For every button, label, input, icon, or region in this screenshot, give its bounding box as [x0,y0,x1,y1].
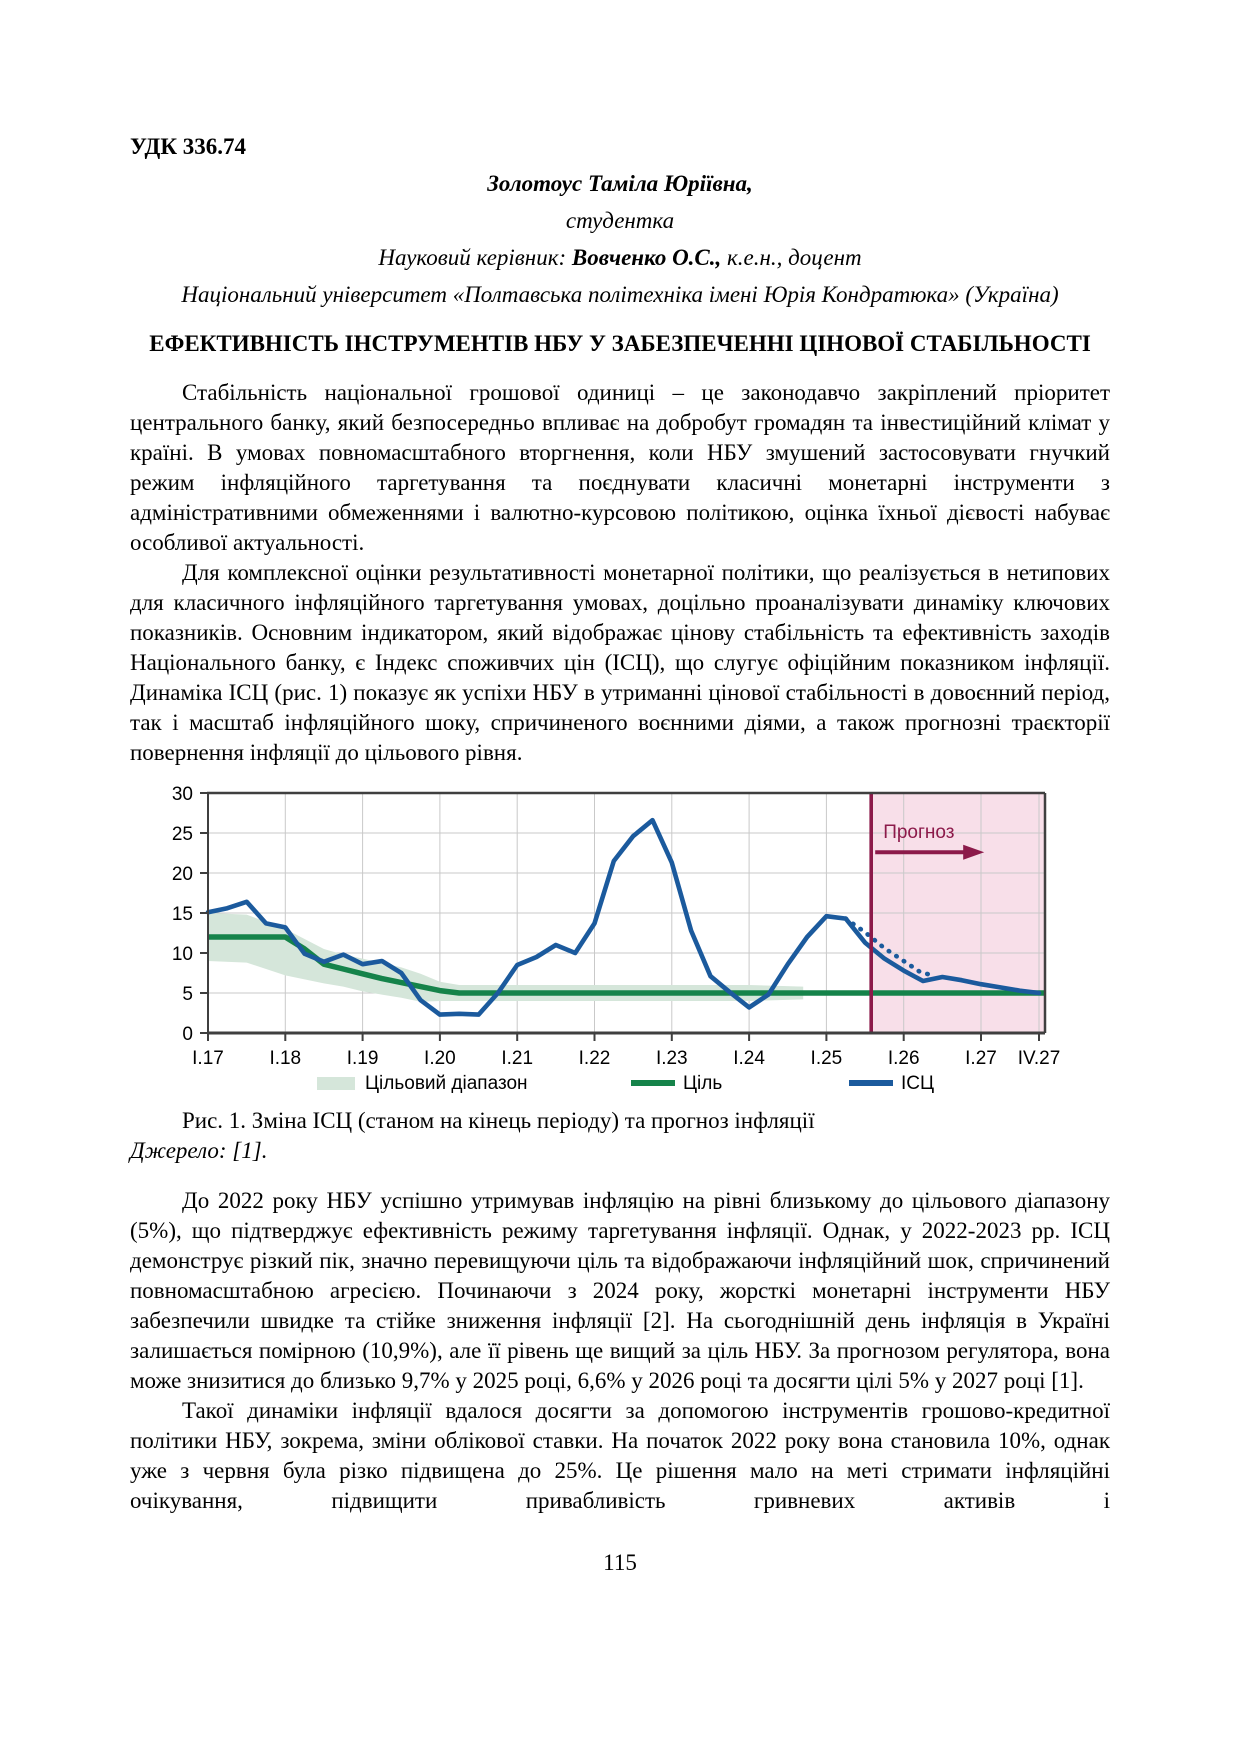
paragraph-4: Такої динаміки інфляції вдалося досягти за допомогою інструментів грошово-кредитної політики НБУ, зокрема, зміни облікової ставки. На початок 2022 року вона становила 10%, однак уже з червня була різко підвищена до 25%. Це рішення мало на меті стримати інфляційні очікування, підвищити привабливість гривневих активів і [130,1398,1110,1513]
author-name: Золотоус Таміла Юріївна, [487,171,753,196]
affiliation: Національний університет «Полтавська політехніка імені Юрія Кондратюка» (Україна) [181,282,1059,307]
svg-text:I.19: I.19 [346,1048,379,1069]
svg-text:I.26: I.26 [887,1048,920,1069]
svg-text:I.18: I.18 [269,1048,302,1069]
figure-1 [130,778,1110,1166]
svg-text:IV.27: IV.27 [1017,1048,1061,1069]
udc-code: УДК 336.74 [130,134,247,159]
svg-text:25: 25 [171,824,193,845]
advisor-line [130,239,1110,276]
inflation-chart [138,778,1110,1100]
svg-text:Цільовий діапазон: Цільовий діапазон [365,1073,528,1094]
paragraph-3: До 2022 року НБУ успішно утримував інфляцію на рівні близькому до цільового діапазону (5%), що підтверджує ефективність режиму таргетування інфляції. Однак, у 2022-2023 рр. ІСЦ демонструє різкий пік, значно перевищуючи ціль та відображаючи інфляційний шок, спричинений повномасштабною агресією. Починаючи з 2024 року, жорсткі монетарні інструменти НБУ забезпечили швидке та стійке зниження інфляції [2]. На сьогоднішній день інфляція в Україні залишається помірною (10,9%), але її рівень ще вищий за ціль НБУ. За прогнозом регулятора, вона може знизитися до близько 9,7% у 2025 році, 6,6% у 2026 році та досягти цілі 5% у 2027 році [1]. [130,1188,1110,1393]
svg-text:20: 20 [171,864,193,885]
svg-text:0: 0 [182,1024,193,1045]
advisor-prefix: Науковий керівник: [378,245,572,270]
inflation-chart-svg [138,778,1138,1100]
svg-text:Ціль: Ціль [683,1073,723,1094]
author-block [130,165,1110,313]
advisor-name: Вовченко О.С., [571,245,722,270]
svg-text:ІСЦ: ІСЦ [901,1073,935,1094]
paragraph-2: Для комплексної оцінки результативності монетарної політики, що реалізується в нетипових для класичного інфляційного таргетування умовах, доцільно проаналізувати динаміку ключових показників. Основним індикатором, який відображає цінову стабільність та ефективність заходів Національного банку, є Індекс споживчих цін (ІСЦ), що слугує офіційним показником інфляції. Динаміка ІСЦ (рис. 1) показує як успіхи НБУ в утриманні цінової стабільності в довоєнний період, так і масштаб інфляційного шоку, спричиненого воєнними діями, а також прогнозні траєкторії повернення інфляції до цільового рівня. [130,560,1110,765]
svg-text:30: 30 [171,784,193,805]
svg-text:Прогноз: Прогноз [883,821,955,843]
paragraph-1: Стабільність національної грошової одиниці – це законодавчо закріплений пріоритет центрального банку, який безпосередньо впливає на добробут громадян та інвестиційний клімат у країні. В умовах повномасштабного вторгнення, коли НБУ змушений застосовувати гнучкий режим інфляційного таргетування та поєднувати класичні монетарні інструменти з адміністративними обмеженнями і валютно-курсовою політикою, оцінка їхньої дієвості набуває особливої актуальності. [130,380,1110,555]
svg-text:I.27: I.27 [965,1048,997,1069]
author-role: студентка [565,208,675,233]
figure-source: Джерело: [1]. [130,1138,268,1163]
svg-text:I.25: I.25 [810,1048,843,1069]
svg-text:I.22: I.22 [578,1048,611,1069]
figure-caption: Рис. 1. Зміна ІСЦ (станом на кінець періоду) та прогноз інфляції [182,1108,815,1133]
svg-text:I.20: I.20 [424,1048,456,1069]
svg-text:10: 10 [171,944,193,965]
page-number: 115 [603,1550,637,1575]
paper-title: ЕФЕКТИВНІСТЬ ІНСТРУМЕНТІВ НБУ У ЗАБЕЗПЕЧЕННІ ЦІНОВОЇ СТАБІЛЬНОСТІ [149,331,1091,356]
svg-text:I.24: I.24 [733,1048,765,1069]
svg-text:I.21: I.21 [501,1048,534,1069]
advisor-degree: к.е.н., доцент [721,245,862,270]
svg-text:15: 15 [171,904,193,925]
svg-text:I.17: I.17 [192,1048,224,1069]
svg-text:I.23: I.23 [655,1048,688,1069]
svg-text:5: 5 [182,984,193,1005]
